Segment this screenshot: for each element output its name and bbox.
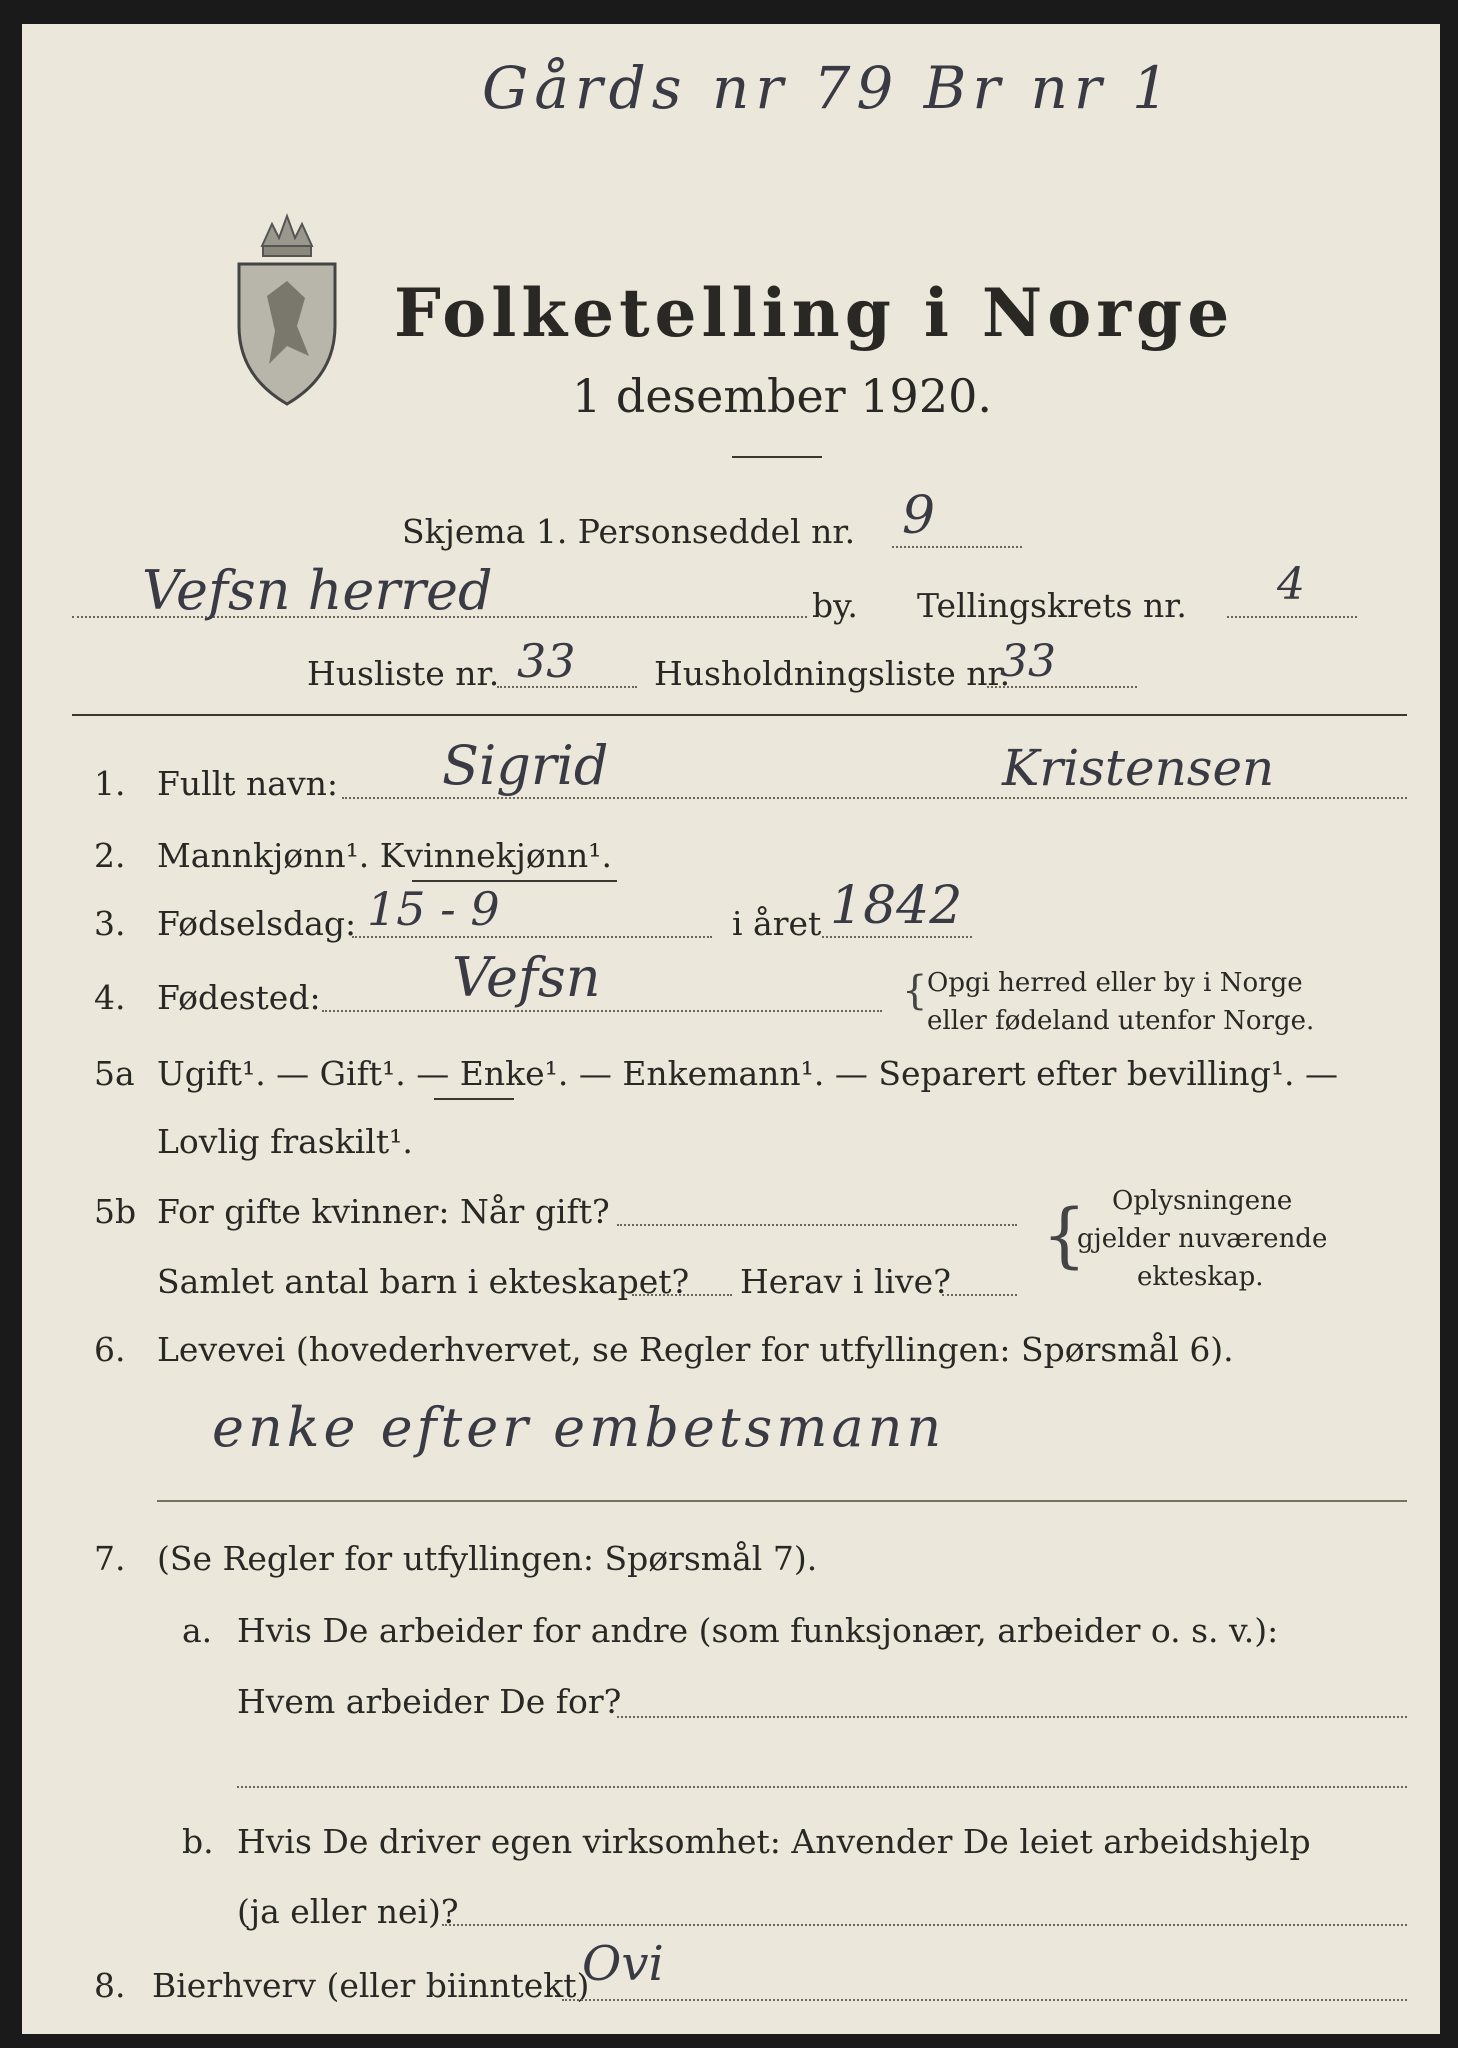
- q1-label: Fullt navn:: [157, 764, 338, 803]
- q2-number: 2.: [94, 836, 126, 875]
- q7a-label: Hvis De arbeider for andre (som funksjonær, arbeider o. s. v.):: [237, 1611, 1279, 1650]
- q5b-label2: Samlet antal barn i ekteskapet?: [157, 1262, 690, 1301]
- husliste-nr-value[interactable]: 33: [517, 634, 576, 688]
- q3-number: 3.: [94, 904, 126, 943]
- q3-date-line: [352, 936, 712, 938]
- tellingskrets-label: Tellingskrets nr.: [917, 586, 1187, 625]
- q4-note-line1: Opgi herred eller by i Norge: [927, 968, 1303, 998]
- q1-last-name[interactable]: Kristensen: [1002, 739, 1275, 797]
- q7a-number: a.: [182, 1611, 213, 1650]
- q8-label: Bierhverv (eller biinntekt): [152, 1966, 590, 2005]
- q2-label: Mannkjønn¹. Kvinnekjønn¹.: [157, 836, 612, 875]
- q6-label: Levevei (hovederhvervet, se Regler for utfyllingen: Spørsmål 6).: [157, 1330, 1234, 1369]
- husholdningsliste-nr-value[interactable]: 33: [1000, 636, 1056, 687]
- q7b-line: [442, 1924, 1407, 1926]
- husliste-label: Husliste nr.: [307, 654, 500, 693]
- q5b-nar-gift-line: [617, 1224, 1017, 1226]
- q5b-note-line2: gjelder nuværende: [1077, 1224, 1328, 1254]
- q4-number: 4.: [94, 978, 126, 1017]
- form-title: Folketelling i Norge: [394, 274, 1235, 352]
- husholdningsliste-label: Husholdningsliste nr.: [654, 654, 1011, 693]
- q7a-line1: [617, 1716, 1407, 1718]
- q1-number: 1.: [94, 764, 126, 803]
- q1-line: [342, 797, 1407, 799]
- title-divider: [732, 456, 822, 458]
- q7b-label2: (ja eller nei)?: [237, 1892, 459, 1931]
- q5a-enke-underline: [434, 1098, 514, 1100]
- q4-label: Fødested:: [157, 978, 321, 1017]
- tellingskrets-nr-value[interactable]: 4: [1277, 559, 1305, 610]
- gards-nr-handwritten: Gårds nr 79 Br nr 1: [482, 54, 1175, 122]
- personseddel-line: [892, 546, 1022, 548]
- q8-value[interactable]: Ovi: [582, 1936, 664, 1992]
- q8-number: 8.: [94, 1966, 126, 2005]
- skjema-label: Skjema 1. Personseddel nr.: [402, 512, 856, 551]
- q5b-brace: {: [1042, 1194, 1087, 1276]
- q5b-note-line1: Oplysningene: [1112, 1186, 1293, 1216]
- q7a-label2: Hvem arbeider De for?: [237, 1682, 622, 1721]
- q7a-line2: [237, 1786, 1407, 1788]
- q5b-label: For gifte kvinner: Når gift?: [157, 1192, 610, 1231]
- q3-year-label: i året: [732, 904, 822, 943]
- by-label: by.: [812, 586, 858, 625]
- q3-year-line: [822, 936, 972, 938]
- tellingskrets-line: [1227, 616, 1357, 618]
- q7b-number: b.: [182, 1822, 214, 1861]
- q7b-label: Hvis De driver egen virksomhet: Anvender De leiet arbeidshjelp: [237, 1822, 1311, 1861]
- q4-line: [322, 1010, 882, 1012]
- q8-line: [562, 1999, 1407, 2001]
- q5b-note-line3: ekteskap.: [1137, 1262, 1264, 1292]
- q5b-herav-line: [942, 1294, 1017, 1296]
- q6-number: 6.: [94, 1330, 126, 1369]
- by-value[interactable]: Vefsn herred: [142, 559, 493, 622]
- q5b-antal-line: [632, 1294, 732, 1296]
- q7-number: 7.: [94, 1539, 126, 1578]
- q5a-text2: Lovlig fraskilt¹.: [157, 1122, 413, 1161]
- q6-line: [157, 1500, 1407, 1502]
- q4-value[interactable]: Vefsn: [452, 946, 601, 1009]
- q5a-number: 5a: [94, 1054, 135, 1093]
- q1-first-name[interactable]: Sigrid: [442, 734, 609, 797]
- q7-label: (Se Regler for utfyllingen: Spørsmål 7).: [157, 1539, 818, 1578]
- q4-brace: {: [902, 968, 928, 1014]
- census-form-sheet: [22, 24, 1440, 2034]
- q5a-text: Ugift¹. — Gift¹. — Enke¹. — Enkemann¹. — Separert efter bevilling¹. —: [157, 1054, 1339, 1093]
- q5b-label3: Herav i live?: [740, 1262, 951, 1301]
- q6-value[interactable]: enke efter embetsmann: [212, 1396, 946, 1459]
- q4-note-line2: eller fødeland utenfor Norge.: [927, 1006, 1315, 1036]
- q3-year-value[interactable]: 1842: [830, 876, 963, 936]
- q3-label: Fødselsdag:: [157, 904, 357, 943]
- q5b-number: 5b: [94, 1192, 137, 1231]
- q3-date-value[interactable]: 15 - 9: [367, 882, 500, 936]
- personseddel-nr-value[interactable]: 9: [902, 486, 936, 546]
- header-separator: [72, 714, 1407, 716]
- coat-of-arms-icon: [227, 206, 347, 406]
- form-subtitle: 1 desember 1920.: [572, 369, 992, 423]
